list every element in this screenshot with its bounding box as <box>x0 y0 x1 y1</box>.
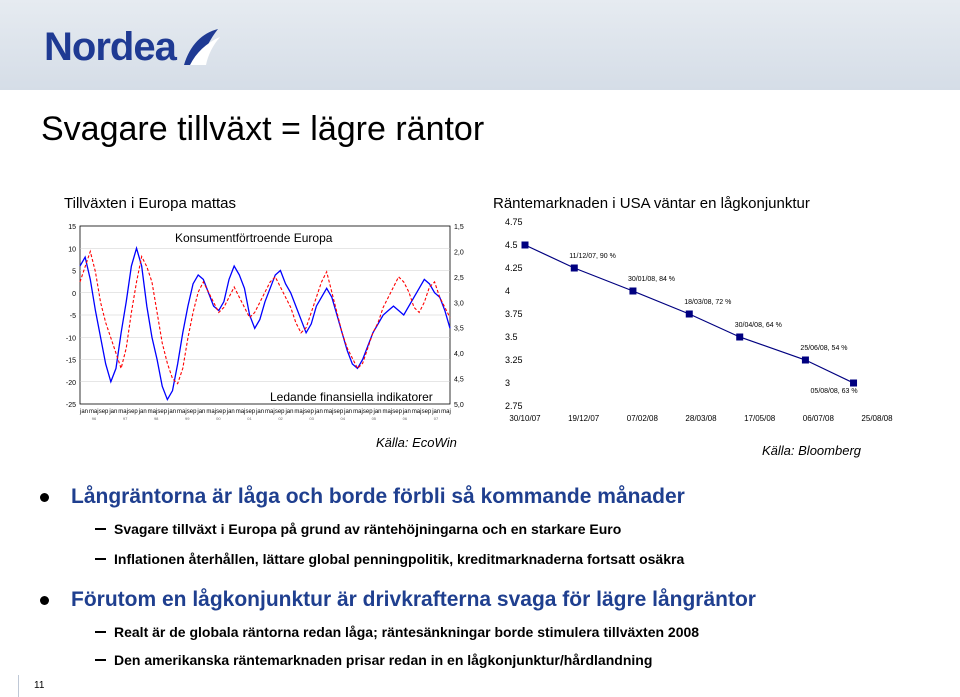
sail-icon <box>180 25 224 69</box>
x-tick: sep <box>362 409 373 415</box>
bullet-main-1 <box>40 485 685 509</box>
data-point-label: 30/01/08, 84 % <box>627 276 676 283</box>
bullet-main-2 <box>40 588 756 612</box>
data-point-marker <box>802 357 809 364</box>
left-y-tick: 0 <box>72 290 76 298</box>
x-tick: 28/03/08 <box>685 414 717 423</box>
right-y-tick: 5,0 <box>454 402 464 409</box>
x-tick: sep <box>333 409 344 415</box>
x-tick: maj <box>147 409 158 415</box>
bullet-text: Förutom en lågkonjunktur är drivkrafterna svaga för lägre långräntor <box>71 588 756 611</box>
bullet-dash <box>95 558 106 560</box>
data-point-marker <box>850 380 857 387</box>
y-tick: 4.5 <box>505 240 518 250</box>
x-year-tick: 00 <box>216 416 221 421</box>
right-y-tick: 1,5 <box>454 224 464 231</box>
x-tick: jan <box>197 409 206 415</box>
bullet-dash <box>95 631 106 633</box>
bullet-dash <box>95 659 106 661</box>
right-y-tick: 4,5 <box>454 376 464 384</box>
x-tick: maj <box>353 409 363 415</box>
right-y-tick: 3,5 <box>454 325 464 333</box>
x-tick: jan <box>226 409 235 415</box>
x-tick: sep <box>392 409 402 415</box>
right-chart-source: Källa: Bloomberg <box>762 443 861 458</box>
x-year-tick: 05 <box>371 416 377 421</box>
left-y-tick: -20 <box>65 379 76 387</box>
x-tick: maj <box>265 409 275 415</box>
us-rate-expectations-chart <box>495 218 905 433</box>
x-year-tick: 04 <box>340 416 345 421</box>
x-year-tick: 99 <box>185 416 190 421</box>
data-point-marker <box>571 265 578 272</box>
x-year-tick: 96 <box>91 416 97 421</box>
x-tick: 30/10/07 <box>509 414 541 423</box>
left-y-tick: -10 <box>65 335 76 343</box>
data-point-label: 18/03/08, 72 % <box>684 299 732 306</box>
right-y-tick: 2,0 <box>454 249 464 257</box>
x-tick: maj <box>382 409 393 415</box>
x-tick: jan <box>432 409 441 415</box>
x-tick: 25/08/08 <box>861 414 893 423</box>
series-line-consumer-confidence <box>80 248 450 399</box>
x-tick: maj <box>206 409 217 415</box>
left-y-tick: -5 <box>69 313 76 320</box>
series-line-financial-indicators <box>80 251 450 383</box>
x-year-tick: 97 <box>122 416 128 421</box>
x-tick: maj <box>88 409 99 415</box>
data-point-marker <box>686 311 693 318</box>
x-tick: maj <box>294 409 305 415</box>
y-tick: 4.25 <box>505 263 523 273</box>
x-tick: maj <box>177 409 187 415</box>
x-year-tick: 01 <box>247 416 252 421</box>
bullet-dash <box>95 528 106 530</box>
right-y-tick: 4,0 <box>454 351 464 359</box>
x-tick: jan <box>344 409 353 415</box>
x-tick: sep <box>186 409 197 415</box>
x-year-tick: 03 <box>309 416 314 421</box>
x-tick: maj <box>118 409 128 415</box>
x-tick: jan <box>314 409 323 415</box>
footer-divider <box>18 675 19 697</box>
bullet-sub-text: Realt är de globala räntorna redan låga; räntesänkningar borde stimulera tillväxten 2008 <box>114 624 700 640</box>
left-chart-source: Källa: EcoWin <box>376 435 457 450</box>
data-point-label: 11/12/07, 90 % <box>569 253 616 260</box>
left-y-tick: 15 <box>68 224 76 231</box>
x-tick: maj <box>235 409 246 415</box>
left-chart-title: Tillväxten i Europa mattas <box>64 195 237 212</box>
x-year-tick: 06 <box>402 416 408 421</box>
x-tick: maj <box>411 409 422 415</box>
bullet-sub-2-1 <box>95 624 699 640</box>
x-tick: maj <box>323 409 334 415</box>
left-y-tick: 5 <box>72 268 76 276</box>
consumer-confidence-chart <box>60 218 470 438</box>
left-y-tick: 10 <box>68 246 76 254</box>
x-year-tick: 02 <box>278 416 283 421</box>
x-tick: jan <box>373 409 382 415</box>
y-tick: 3 <box>505 378 511 388</box>
data-point-marker <box>736 334 743 341</box>
series-label-consumer-confidence: Konsumentförtroende Europa <box>175 231 333 245</box>
x-year-tick: 07 <box>433 416 439 421</box>
x-tick: jan <box>79 409 89 415</box>
x-tick: sep <box>245 409 256 415</box>
x-tick: sep <box>421 409 432 415</box>
x-tick: jan <box>138 409 147 415</box>
nordea-logo <box>44 20 224 74</box>
slide-title: Svagare tillväxt = lägre räntor <box>41 110 485 148</box>
right-chart-title: Räntemarknaden i USA väntar en lågkonjunktur <box>493 195 810 212</box>
bullet-sub-text: Svagare tillväxt i Europa på grund av räntehöjningarna och en starkare Euro <box>114 521 622 537</box>
x-tick: maj <box>441 409 451 415</box>
bullet-dot <box>40 493 49 502</box>
x-tick: sep <box>128 409 138 415</box>
x-tick: jan <box>109 409 118 415</box>
x-tick: 07/02/08 <box>626 414 658 423</box>
x-tick: sep <box>157 409 168 415</box>
bullet-dot <box>40 596 49 605</box>
bullet-sub-2-2 <box>95 652 652 668</box>
y-tick: 3.5 <box>505 332 518 342</box>
x-year-tick: 98 <box>153 416 159 421</box>
x-tick: 06/07/08 <box>802 414 834 423</box>
bullet-sub-1-1 <box>95 521 621 537</box>
bullet-text: Långräntorna är låga och borde förbli så kommande månader <box>71 485 685 508</box>
x-tick: jan <box>402 409 411 415</box>
data-point-marker <box>522 242 529 249</box>
data-point-label: 25/06/08, 54 % <box>800 345 848 352</box>
x-tick: sep <box>304 409 314 415</box>
x-tick: 19/12/07 <box>568 414 600 423</box>
data-point-marker <box>629 288 636 295</box>
logo-text: Nordea <box>44 24 176 69</box>
series-label-financial-indicators: Ledande finansiella indikatorer <box>270 390 433 404</box>
y-tick: 3.75 <box>505 309 523 319</box>
x-tick: sep <box>274 409 285 415</box>
page-number: 11 <box>34 680 45 691</box>
x-tick: 17/05/08 <box>744 414 776 423</box>
bullet-sub-1-2 <box>95 551 684 567</box>
right-y-tick: 2,5 <box>454 274 464 282</box>
bullet-sub-text: Inflationen återhållen, lättare global penningpolitik, kreditmarknaderna fortsatt osäkra <box>114 551 685 567</box>
data-point-label: 30/04/08, 64 % <box>734 322 782 329</box>
data-point-label: 05/08/08, 63 % <box>810 388 858 395</box>
y-tick: 4 <box>505 286 511 296</box>
left-y-tick: -15 <box>65 357 76 365</box>
left-y-tick: -25 <box>65 402 76 409</box>
x-tick: sep <box>216 409 226 415</box>
x-tick: sep <box>98 409 109 415</box>
x-tick: jan <box>168 409 177 415</box>
bullet-sub-text: Den amerikanska räntemarknaden prisar redan in en lågkonjunktur/hårdlandning <box>114 652 653 668</box>
x-tick: jan <box>285 409 294 415</box>
y-tick: 4.75 <box>505 218 523 227</box>
y-tick: 2.75 <box>505 401 523 411</box>
x-tick: jan <box>256 409 265 415</box>
right-y-tick: 3,0 <box>454 300 464 308</box>
y-tick: 3.25 <box>505 355 523 365</box>
